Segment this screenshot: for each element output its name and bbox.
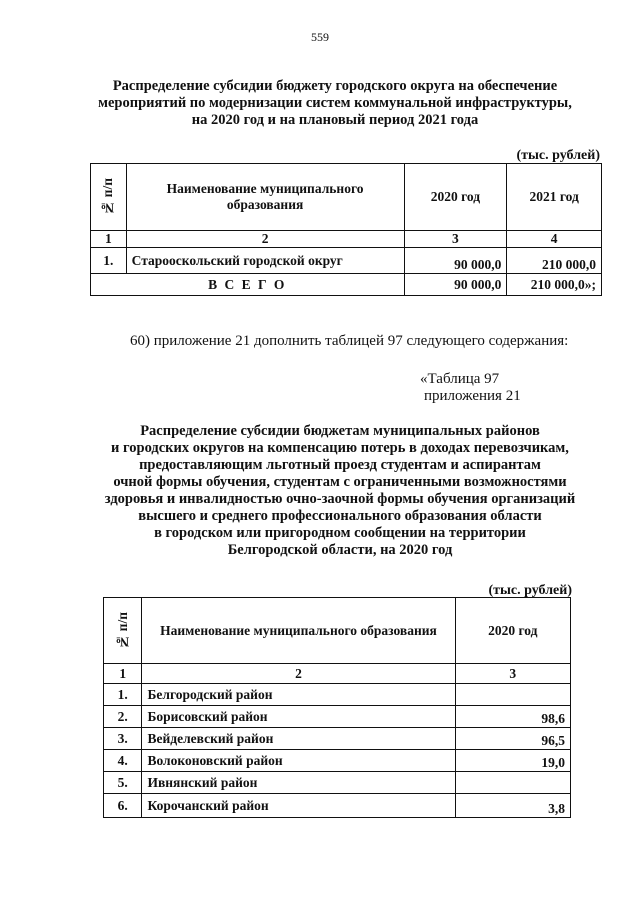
- table-row: [104, 772, 571, 794]
- header-name: Наименование муниципального образования: [126, 164, 404, 231]
- row-num: 5.: [104, 772, 142, 794]
- table-row: [104, 728, 571, 750]
- row-num: 4.: [104, 750, 142, 772]
- row-value: 19,0: [455, 750, 570, 772]
- header-num: № п/п: [114, 611, 130, 650]
- numbering-cell: 3: [455, 664, 570, 684]
- row-value: 96,5: [455, 728, 570, 750]
- numbering-cell: 3: [404, 231, 507, 248]
- section2-title-line: в городском или пригородном сообщении на территории: [154, 525, 526, 541]
- numbering-cell: 2: [142, 664, 455, 684]
- section2-title-line: высшего и среднего профессионального образования области: [138, 508, 542, 524]
- numbering-cell: 1: [104, 664, 142, 684]
- row-name: Корочанский район: [142, 794, 455, 818]
- table-reference-line: «Таблица 97: [420, 371, 500, 387]
- header-2020: 2020 год: [404, 164, 507, 231]
- section1-title-line: на 2020 год и на плановый период 2021 года: [191, 112, 479, 128]
- section2-title-line: здоровья и инвалидностью очно-заочной формы обучения организаций: [104, 491, 576, 507]
- section2-units: (тыс. рублей): [488, 583, 572, 598]
- total-2020: 90 000,0: [404, 274, 507, 296]
- table-row: [104, 706, 571, 728]
- table-numbering-row: [91, 231, 602, 248]
- section2-title: [45, 423, 635, 559]
- header-num-cell: [104, 598, 142, 664]
- section2-title-line: предоставляющим льготный проезд студентам и аспирантам: [139, 457, 541, 473]
- header-2020: 2020 год: [455, 598, 570, 664]
- section1-units: (тыс. рублей): [516, 148, 600, 163]
- section1-table: [90, 163, 602, 296]
- table-reference-line: приложения 21: [424, 388, 521, 404]
- header-name: Наименование муниципального образования: [142, 598, 455, 664]
- numbering-cell: 1: [91, 231, 127, 248]
- section2-title-line: очной формы обучения, студентам с ограниченными возможностями: [113, 474, 567, 490]
- row-name: Белгородский район: [142, 684, 455, 706]
- row-name: Волоконовский район: [142, 750, 455, 772]
- table-header-row: [104, 598, 571, 664]
- row-value-2020: 90 000,0: [404, 248, 507, 274]
- section1-title: [60, 78, 610, 129]
- row-name: Старооскольский городской округ: [126, 248, 404, 274]
- section2-title-line: Белгородской области, на 2020 год: [227, 542, 453, 558]
- page-number: 559: [311, 30, 329, 44]
- total-label: В С Е Г О: [91, 274, 405, 296]
- section2-title-line: и городских округов на компенсацию потерь в доходах перевозчикам,: [111, 440, 569, 456]
- row-num: 3.: [104, 728, 142, 750]
- section1-title-line: мероприятий по модернизации систем коммунальной инфраструктуры,: [98, 95, 572, 111]
- numbering-cell: 2: [126, 231, 404, 248]
- header-2021: 2021 год: [507, 164, 602, 231]
- table-header-row: [91, 164, 602, 231]
- section2-title-line: Распределение субсидии бюджетам муниципальных районов: [140, 423, 540, 439]
- table-total-row: [91, 274, 602, 296]
- numbering-cell: 4: [507, 231, 602, 248]
- section1-title-line: Распределение субсидии бюджету городского округа на обеспечение: [112, 78, 558, 94]
- amendment-text: 60) приложение 21 дополнить таблицей 97 следующего содержания:: [130, 333, 569, 349]
- row-name: Вейделевский район: [142, 728, 455, 750]
- table-row: [104, 750, 571, 772]
- section2-table: [103, 597, 571, 818]
- table-reference: [420, 371, 600, 405]
- row-value: 98,6: [455, 706, 570, 728]
- row-num: 2.: [104, 706, 142, 728]
- row-value-2021: 210 000,0: [507, 248, 602, 274]
- row-name: Борисовский район: [142, 706, 455, 728]
- header-num-cell: [91, 164, 127, 231]
- row-num: 1.: [104, 684, 142, 706]
- row-value: [455, 684, 570, 706]
- header-num: № п/п: [100, 178, 116, 216]
- row-value: [455, 772, 570, 794]
- table-numbering-row: [104, 664, 571, 684]
- total-2021: 210 000,0»;: [507, 274, 602, 296]
- table-row: [104, 794, 571, 818]
- row-num: 6.: [104, 794, 142, 818]
- table-row: [91, 248, 602, 274]
- row-name: Ивнянский район: [142, 772, 455, 794]
- table-row: [104, 684, 571, 706]
- row-num: 1.: [91, 248, 127, 274]
- row-value: 3,8: [455, 794, 570, 818]
